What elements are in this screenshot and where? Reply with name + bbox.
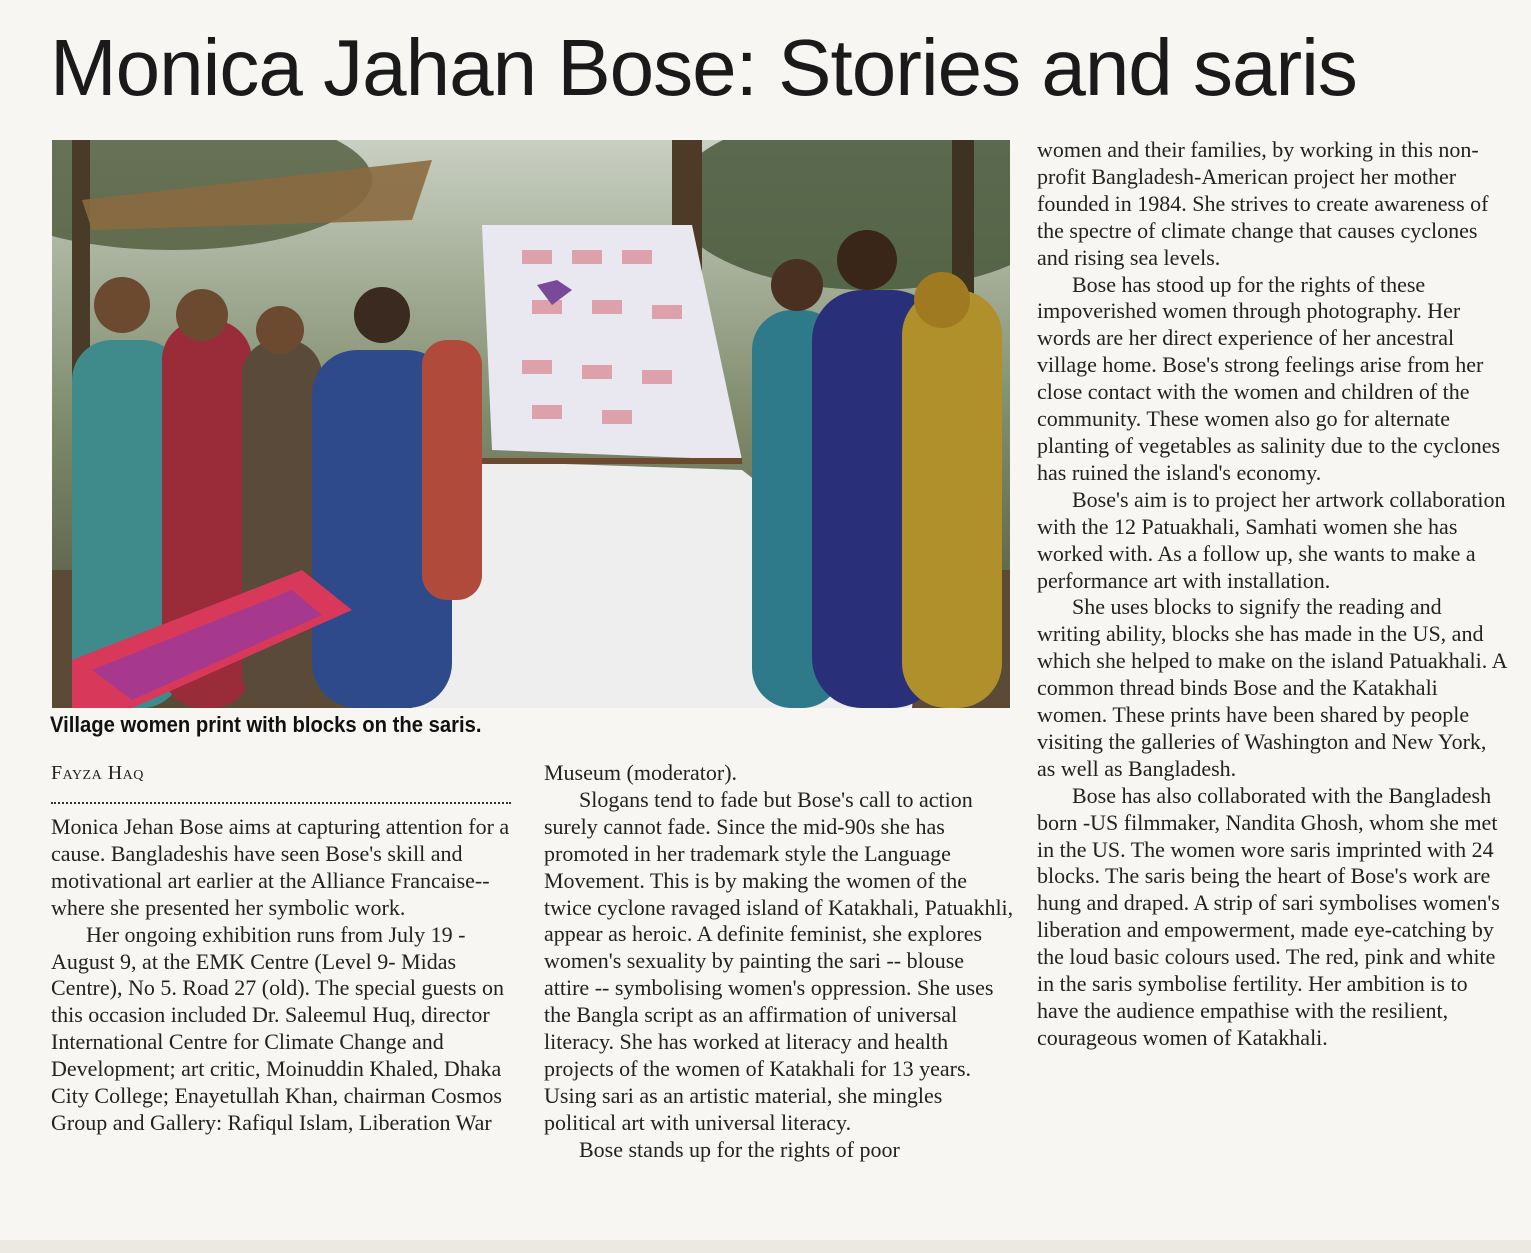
headline: Monica Jahan Bose: Stories and saris — [50, 23, 1357, 112]
paragraph: Monica Jehan Bose aims at capturing attention for a cause. Bangladeshis have seen Bose's skill and motivational art earlier at the Alliance Francaise-- where she presented her symbolic work. — [51, 814, 510, 920]
article-photo — [52, 140, 1010, 708]
byline: Fayza Haq — [51, 762, 144, 784]
paragraph: She uses blocks to signify the reading and writing ability, blocks she has made in the US, and which she helped to make on the island Patuakhali. A common thread binds Bose and the Katakhali women. These prints have been shared by people visiting the galleries of Washington and New York, as well as Bangladesh. — [1037, 594, 1507, 781]
paragraph: Museum (moderator). — [544, 760, 738, 785]
page-edge — [0, 1240, 1531, 1253]
paragraph: women and their families, by working in this non-profit Bangladesh-American project her mother founded in 1984. She strives to create awareness of the spectre of climate change that causes cyclones and rising sea levels. — [1037, 137, 1489, 270]
paragraph: Slogans tend to fade but Bose's call to action surely cannot fade. Since the mid-90s she has promoted in her trademark style the Language Movement. This is by making the women of the twice cyclone ravaged island of Katakhali, Patuakhli, appear as heroic. A definite feminist, she explores women's sexuality by painting the sari -- blouse attire -- symbolising women's oppression. She uses the Bangla script as an affirmation of universal literacy. She has worked at literacy and health projects of the women of Katakhali for 13 years. Using sari as an artistic material, she mingles political art with universal literacy. — [544, 786, 1014, 1135]
article-column-1 — [51, 814, 521, 1137]
village-women-printing-image — [52, 140, 1010, 708]
paragraph: Bose has also collaborated with the Bangladesh born -US filmmaker, Nandita Ghosh, whom she met in the US. The women wore saris imprinted with 24 blocks. The saris being the heart of Bose's work are hung and draped. A strip of sari symbolises women's liberation and empowerment, made eye-catching by the loud basic colours used. The red, pink and white in the saris symbolise fertility. Her ambition is to have the audience empathise with the resilient, courageous women of Katakhali. — [1037, 782, 1500, 1050]
byline-divider — [51, 802, 511, 804]
paragraph: Bose's aim is to project her artwork collaboration with the 12 Patuakhali, Samhati women she has worked with. As a follow up, she wants to make a performance art with installation. — [1037, 486, 1506, 593]
paragraph: Bose has stood up for the rights of these impoverished women through photography. Her words are her direct experience of her ancestral village home. Bose's strong feelings arise from her close contact with the women and children of the community. These women also go for alternate planting of vegetables as salinity due to the cyclones has ruined the island's economy. — [1037, 271, 1501, 485]
photo-caption: Village women print with blocks on the saris. — [50, 712, 482, 737]
article-column-3 — [1037, 137, 1507, 1052]
article-column-2 — [544, 760, 1014, 1164]
paragraph: Her ongoing exhibition runs from July 19 - August 9, at the EMK Centre (Level 9- Midas Centre), No 5. Road 27 (old). The special guests on this occasion included Dr. Saleemul Huq, director International Centre for Climate Change and Development; art critic, Moinuddin Khaled, Dhaka City College; Enayetullah Khan, chairman Cosmos Group and Gallery: Rafiqul Islam, Liberation War — [51, 921, 504, 1135]
paragraph: Bose stands up for the rights of poor — [579, 1136, 900, 1162]
